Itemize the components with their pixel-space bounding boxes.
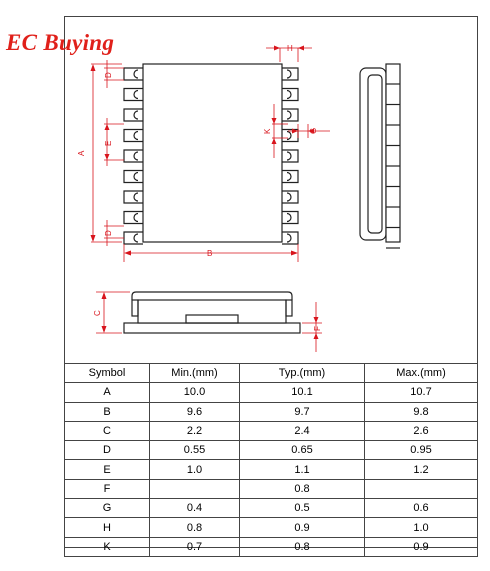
castellated-pad (124, 232, 143, 244)
module-top-view (124, 64, 298, 244)
castellated-pad (282, 171, 298, 183)
cell-max: 0.6 (365, 499, 478, 518)
cell-typ: 0.8 (240, 537, 365, 556)
dim-label-d-top: D (104, 72, 113, 78)
cell-symbol: G (65, 499, 150, 518)
cell-typ: 0.5 (240, 499, 365, 518)
cell-min: 0.4 (150, 499, 240, 518)
cell-min: 0.8 (150, 518, 240, 537)
cell-max: 9.8 (365, 402, 478, 421)
cell-symbol: C (65, 421, 150, 440)
cell-symbol: E (65, 460, 150, 479)
cell-max: 2.6 (365, 421, 478, 440)
module-side-view-right (360, 64, 400, 248)
cell-typ: 0.65 (240, 441, 365, 460)
cell-typ: 0.9 (240, 518, 365, 537)
dimension-spec-table (64, 363, 478, 557)
castellated-pad (282, 212, 298, 224)
table-row (65, 499, 478, 518)
cell-max: 0.95 (365, 441, 478, 460)
cell-min: 0.55 (150, 441, 240, 460)
cell-min: 10.0 (150, 383, 240, 402)
castellated-pad (282, 191, 298, 203)
dim-label-k: K (263, 128, 272, 134)
table-row (65, 479, 478, 498)
castellated-pad (124, 130, 143, 142)
castellated-pad (124, 150, 143, 162)
cell-symbol: A (65, 383, 150, 402)
left-castellated-pads (124, 68, 143, 244)
cell-typ: 0.8 (240, 479, 365, 498)
table-row (65, 441, 478, 460)
cell-max: 1.0 (365, 518, 478, 537)
cell-symbol: D (65, 441, 150, 460)
watermark-logo: EC Buying (6, 30, 115, 55)
table-row (65, 460, 478, 479)
castellated-pad (282, 68, 298, 80)
dim-label-g: G (309, 127, 318, 134)
dim-label-b: B (207, 249, 213, 258)
castellated-pad (124, 89, 143, 101)
column-header-max: Max.(mm) (365, 364, 478, 383)
column-header-symbol: Symbol (65, 364, 150, 383)
column-header-min: Min.(mm) (150, 364, 240, 383)
dim-label-h: H (287, 44, 293, 53)
cell-symbol: K (65, 537, 150, 556)
castellated-pad (124, 171, 143, 183)
castellated-pad (124, 191, 143, 203)
table-row (65, 402, 478, 421)
table-row (65, 421, 478, 440)
table-row (65, 383, 478, 402)
cell-typ: 2.4 (240, 421, 365, 440)
cell-max: 0.9 (365, 537, 478, 556)
castellated-pad (282, 109, 298, 121)
cell-max: 10.7 (365, 383, 478, 402)
dim-label-c: C (93, 310, 102, 316)
table-row (65, 518, 478, 537)
dim-label-e: E (104, 140, 113, 146)
cell-symbol: B (65, 402, 150, 421)
cell-typ: 1.1 (240, 460, 365, 479)
column-header-typ: Typ.(mm) (240, 364, 365, 383)
cell-typ: 10.1 (240, 383, 365, 402)
cell-max: 1.2 (365, 460, 478, 479)
cell-min: 9.6 (150, 402, 240, 421)
castellated-pad (282, 150, 298, 162)
castellated-pad (124, 68, 143, 80)
cell-max (365, 479, 478, 498)
dim-label-d-bottom: D (104, 230, 113, 236)
dim-label-f: F (313, 326, 322, 331)
table-body (65, 383, 478, 557)
castellated-pad (124, 109, 143, 121)
cell-symbol: F (65, 479, 150, 498)
dim-label-a: A (77, 150, 86, 156)
right-castellated-pads (282, 68, 298, 244)
cell-min: 0.7 (150, 537, 240, 556)
module-profile-view (124, 292, 300, 333)
castellated-pad (282, 232, 298, 244)
castellated-pad (124, 212, 143, 224)
cell-typ: 9.7 (240, 402, 365, 421)
cell-min: 2.2 (150, 421, 240, 440)
table-header-row (65, 364, 478, 383)
cell-symbol: H (65, 518, 150, 537)
castellated-pad (282, 89, 298, 101)
table-row (65, 537, 478, 556)
cell-min (150, 479, 240, 498)
cell-min: 1.0 (150, 460, 240, 479)
